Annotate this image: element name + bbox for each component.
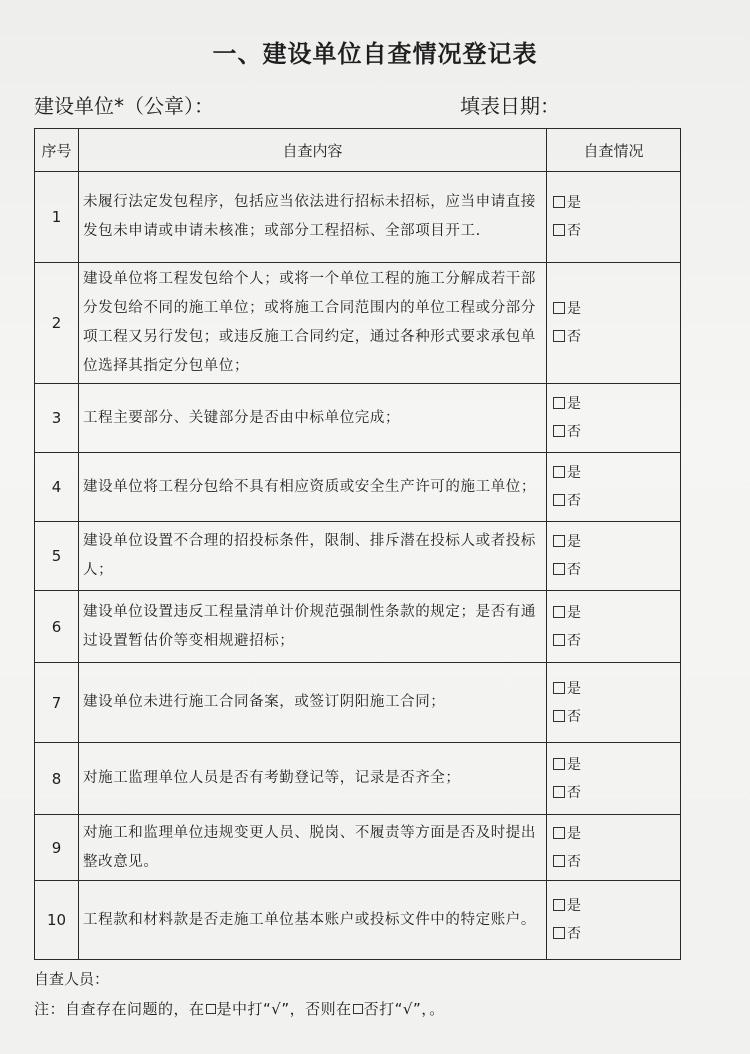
option-yes-label: 是 <box>567 301 581 317</box>
row-content: 建设单位设置违反工程量清单计价规范强制性条款的规定；是否有通过设置暂估价等变相规避招标； <box>79 591 547 663</box>
page-title: 一、建设单位自查情况登记表 <box>212 40 538 68</box>
row-status <box>547 384 681 453</box>
option-yes[interactable] <box>553 459 680 487</box>
option-no-label: 否 <box>567 853 581 870</box>
row-index: 4 <box>35 453 79 522</box>
header-content: 自查内容 <box>79 129 547 172</box>
checkbox-icon[interactable] <box>553 196 565 208</box>
option-yes[interactable] <box>553 675 680 703</box>
table-row <box>35 522 681 591</box>
table-row <box>35 743 681 815</box>
option-yes-label: 是 <box>567 604 581 621</box>
option-no-label: 否 <box>567 562 581 578</box>
self-check-table <box>34 128 681 960</box>
row-index: 8 <box>35 743 79 815</box>
row-index: 10 <box>35 881 79 960</box>
row-index: 2 <box>35 263 79 384</box>
table-header-row <box>35 129 681 172</box>
option-no[interactable] <box>553 323 680 351</box>
row-index: 3 <box>35 384 79 453</box>
option-yes[interactable] <box>553 295 680 323</box>
row-content: 工程款和材料款是否走施工单位基本账户或投标文件中的特定账户。 <box>79 881 547 960</box>
table-row <box>35 881 681 960</box>
option-yes-label: 是 <box>567 534 581 550</box>
row-status <box>547 172 681 263</box>
row-status <box>547 591 681 663</box>
checkbox-icon[interactable] <box>553 494 565 506</box>
option-no-label: 否 <box>567 424 581 440</box>
row-content: 建设单位将工程分包给不具有相应资质或安全生产许可的施工单位； <box>79 453 547 522</box>
checkbox-icon[interactable] <box>553 899 565 911</box>
row-index: 9 <box>35 815 79 881</box>
option-no[interactable] <box>553 487 680 515</box>
option-yes-label: 是 <box>567 195 581 211</box>
checkbox-icon[interactable] <box>553 330 565 342</box>
option-yes-label: 是 <box>567 825 581 842</box>
table-row <box>35 263 681 384</box>
checkbox-icon[interactable] <box>553 710 565 722</box>
checkbox-icon[interactable] <box>553 224 565 236</box>
option-yes-label: 是 <box>567 465 581 481</box>
row-index: 7 <box>35 663 79 743</box>
checkbox-icon[interactable] <box>553 682 565 694</box>
option-yes[interactable] <box>553 390 680 418</box>
option-yes-label: 是 <box>567 898 581 914</box>
checkbox-icon[interactable] <box>553 855 565 867</box>
row-status <box>547 522 681 591</box>
header-index: 序号 <box>35 129 79 172</box>
checkbox-icon[interactable] <box>553 758 565 770</box>
row-content: 对施工监理单位人员是否有考勤登记等，记录是否齐全； <box>79 743 547 815</box>
note-line <box>34 998 445 1019</box>
date-label: 填表日期： <box>460 94 560 118</box>
option-no-label: 否 <box>567 926 581 942</box>
row-status <box>547 453 681 522</box>
option-yes-label: 是 <box>567 680 581 697</box>
checkbox-icon[interactable] <box>553 425 565 437</box>
option-yes[interactable] <box>553 820 680 848</box>
option-yes[interactable] <box>553 599 680 627</box>
option-yes[interactable] <box>553 189 680 217</box>
checkbox-icon[interactable] <box>553 927 565 939</box>
checkbox-icon[interactable] <box>553 827 565 839</box>
option-no[interactable] <box>553 703 680 731</box>
table-row <box>35 591 681 663</box>
row-content: 建设单位将工程发包给个人；或将一个单位工程的施工分解成若干部分发包给不同的施工单位；或将施工合同范围内的单位工程或分部分项工程又另行发包；或违反施工合同约定，通过各种形式要求承包单位选择其指定分包单位； <box>79 263 547 384</box>
option-yes[interactable] <box>553 751 680 779</box>
row-content: 工程主要部分、关键部分是否由中标单位完成； <box>79 384 547 453</box>
option-yes[interactable] <box>553 892 680 920</box>
option-yes-label: 是 <box>567 396 581 412</box>
option-no[interactable] <box>553 627 680 655</box>
option-no-label: 否 <box>567 708 581 725</box>
checkbox-icon[interactable] <box>553 786 565 798</box>
row-content: 建设单位未进行施工合同备案，或签订阴阳施工合同； <box>79 663 547 743</box>
table-row <box>35 384 681 453</box>
unit-label: 建设单位*（公章）： <box>34 94 214 118</box>
row-content: 未履行法定发包程序，包括应当依法进行招标未招标，应当申请直接发包未申请或申请未核准；或部分工程招标、全部项目开工. <box>79 172 547 263</box>
row-content: 建设单位设置不合理的招投标条件，限制、排斥潜在投标人或者投标人； <box>79 522 547 591</box>
checkbox-icon[interactable] <box>553 563 565 575</box>
row-status <box>547 881 681 960</box>
option-no-label: 否 <box>567 493 581 509</box>
note-yes: 是 <box>216 1000 233 1018</box>
table-row <box>35 172 681 263</box>
row-status <box>547 263 681 384</box>
table-row <box>35 663 681 743</box>
checkbox-icon[interactable] <box>553 302 565 314</box>
checkbox-icon[interactable] <box>553 634 565 646</box>
option-no-label: 否 <box>567 223 581 239</box>
option-yes[interactable] <box>553 528 680 556</box>
inspector-label: 自查人员： <box>34 970 110 988</box>
checkbox-icon[interactable] <box>553 535 565 547</box>
note-mid: 中打“√”，否则在 <box>232 1000 352 1018</box>
option-no-label: 否 <box>567 784 581 801</box>
table-row <box>35 815 681 881</box>
header-status: 自查情况 <box>547 129 681 172</box>
option-no-label: 否 <box>567 632 581 649</box>
option-yes-label: 是 <box>567 756 581 773</box>
checkbox-icon[interactable] <box>553 466 565 478</box>
row-status <box>547 663 681 743</box>
option-no[interactable] <box>553 217 680 245</box>
option-no[interactable] <box>553 556 680 584</box>
note-prefix: 注：自查存在问题的，在 <box>34 1000 205 1018</box>
option-no-label: 否 <box>567 329 581 345</box>
option-no[interactable] <box>553 920 680 948</box>
checkbox-icon[interactable] <box>553 397 565 409</box>
row-index: 1 <box>35 172 79 263</box>
row-status <box>547 815 681 881</box>
row-status <box>547 743 681 815</box>
row-index: 5 <box>35 522 79 591</box>
row-index: 6 <box>35 591 79 663</box>
checkbox-icon <box>206 1004 216 1014</box>
checkbox-icon <box>353 1004 363 1014</box>
option-no[interactable] <box>553 848 680 876</box>
row-content: 对施工和监理单位违规变更人员、脱岗、不履责等方面是否及时提出整改意见。 <box>79 815 547 881</box>
option-no[interactable] <box>553 418 680 446</box>
note-no: 否打“√”，。 <box>363 1000 445 1018</box>
option-no[interactable] <box>553 779 680 807</box>
checkbox-icon[interactable] <box>553 606 565 618</box>
table-row <box>35 453 681 522</box>
